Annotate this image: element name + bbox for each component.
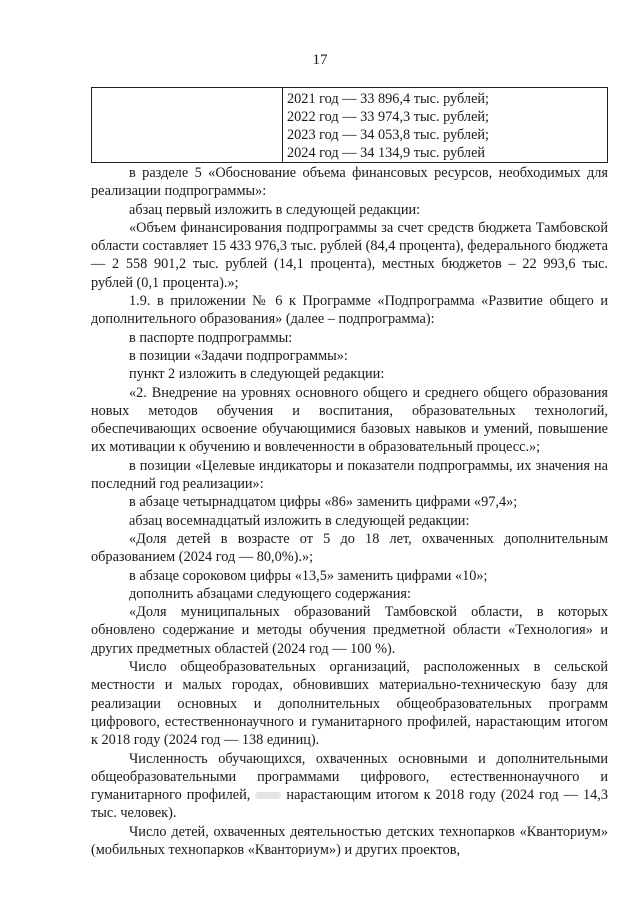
amount-2022: 2022 год — 33 974,3 тыс. рублей; xyxy=(287,109,490,125)
scan-smudge xyxy=(255,792,281,799)
paragraph: «2. Внедрение на уровнях основного общего и среднего общего образования новых методов обучения и воспитания, образовательных технологий, обеспечивающих освоение обучающимися базовых навыков и умений, повышение их мотивации к обучению и вовлеченности в образовательный процесс.»; xyxy=(91,384,608,456)
paragraph: «Доля муниципальных образований Тамбовской области, в которых обновлено содержание и методы обучения предметной области «Технология» и других предметных областей (2024 год — 100 %). xyxy=(91,604,608,657)
amount-2023: 2023 год — 34 053,8 тыс. рублей; xyxy=(287,127,490,143)
financing-table xyxy=(91,87,608,163)
amount-2021: 2021 год — 33 896,4 тыс. рублей; xyxy=(287,91,490,107)
paragraph: Число детей, охваченных деятельностью детских технопарков «Кванториум» (мобильных технопарков «Кванториум») и других проектов, xyxy=(91,823,608,858)
paragraph: в позиции «Задачи подпрограммы»: xyxy=(129,347,348,364)
paragraph: абзац первый изложить в следующей редакции: xyxy=(129,201,421,218)
paragraph: в разделе 5 «Обоснование объема финансовых ресурсов, необходимых для реализации подпрограммы»: xyxy=(91,165,608,200)
paragraph: в паспорте подпрограммы: xyxy=(129,329,293,346)
paragraph xyxy=(91,750,608,823)
document-body xyxy=(91,164,608,859)
paragraph: «Объем финансирования подпрограммы за счет средств бюджета Тамбовской области составляет 15 433 976,3 тыс. рублей (84,4 процента), федерального бюджета — 2 558 901,2 тыс. рублей (14,1 процента), местных бюджетов – 22 993,6 тыс. рублей (0,1 процента).»; xyxy=(91,219,608,291)
paragraph: в абзаце четырнадцатом цифры «86» заменить цифрами «97,4»; xyxy=(129,494,518,511)
paragraph-text-tail: нарастающим итогом к 2018 году (2024 год — 14,3 тыс. человек). xyxy=(91,787,608,822)
table-amounts-cell xyxy=(283,88,608,163)
paragraph: дополнить абзацами следующего содержания: xyxy=(129,585,411,602)
paragraph: в абзаце сороковом цифры «13,5» заменить цифрами «10»; xyxy=(129,567,488,584)
amount-2024: 2024 год — 34 134,9 тыс. рублей xyxy=(287,145,486,161)
paragraph: пункт 2 изложить в следующей редакции: xyxy=(129,366,385,383)
paragraph: в позиции «Целевые индикаторы и показатели подпрограммы, их значения на последний год реализации»: xyxy=(91,457,608,493)
paragraph: Число общеобразовательных организаций, расположенных в сельской местности и малых городах, обновивших материально-техническую базу для реализации основных и дополнительных общеобразовательных программ цифрового, естественнонаучного и гуманитарного профилей, нарастающим итогом к 2018 году (2024 год — 138 единиц). xyxy=(91,659,608,749)
paragraph-text: Численность обучающихся, охваченных основными и дополнительными общеобразовательными программами цифрового, естественнонаучного и гуманитарного профилей, xyxy=(91,750,608,804)
table-empty-cell xyxy=(92,88,283,163)
page-number: 17 xyxy=(312,52,328,68)
paragraph: абзац восемнадцатый изложить в следующей редакции: xyxy=(129,512,470,529)
paragraph: «Доля детей в возрасте от 5 до 18 лет, охваченных дополнительным образованием (2024 год — 80,0%).»; xyxy=(91,530,608,566)
paragraph: 1.9. в приложении № 6 к Программе «Подпрограмма «Развитие общего и дополнительного образования» (далее – подпрограмма): xyxy=(91,293,608,328)
